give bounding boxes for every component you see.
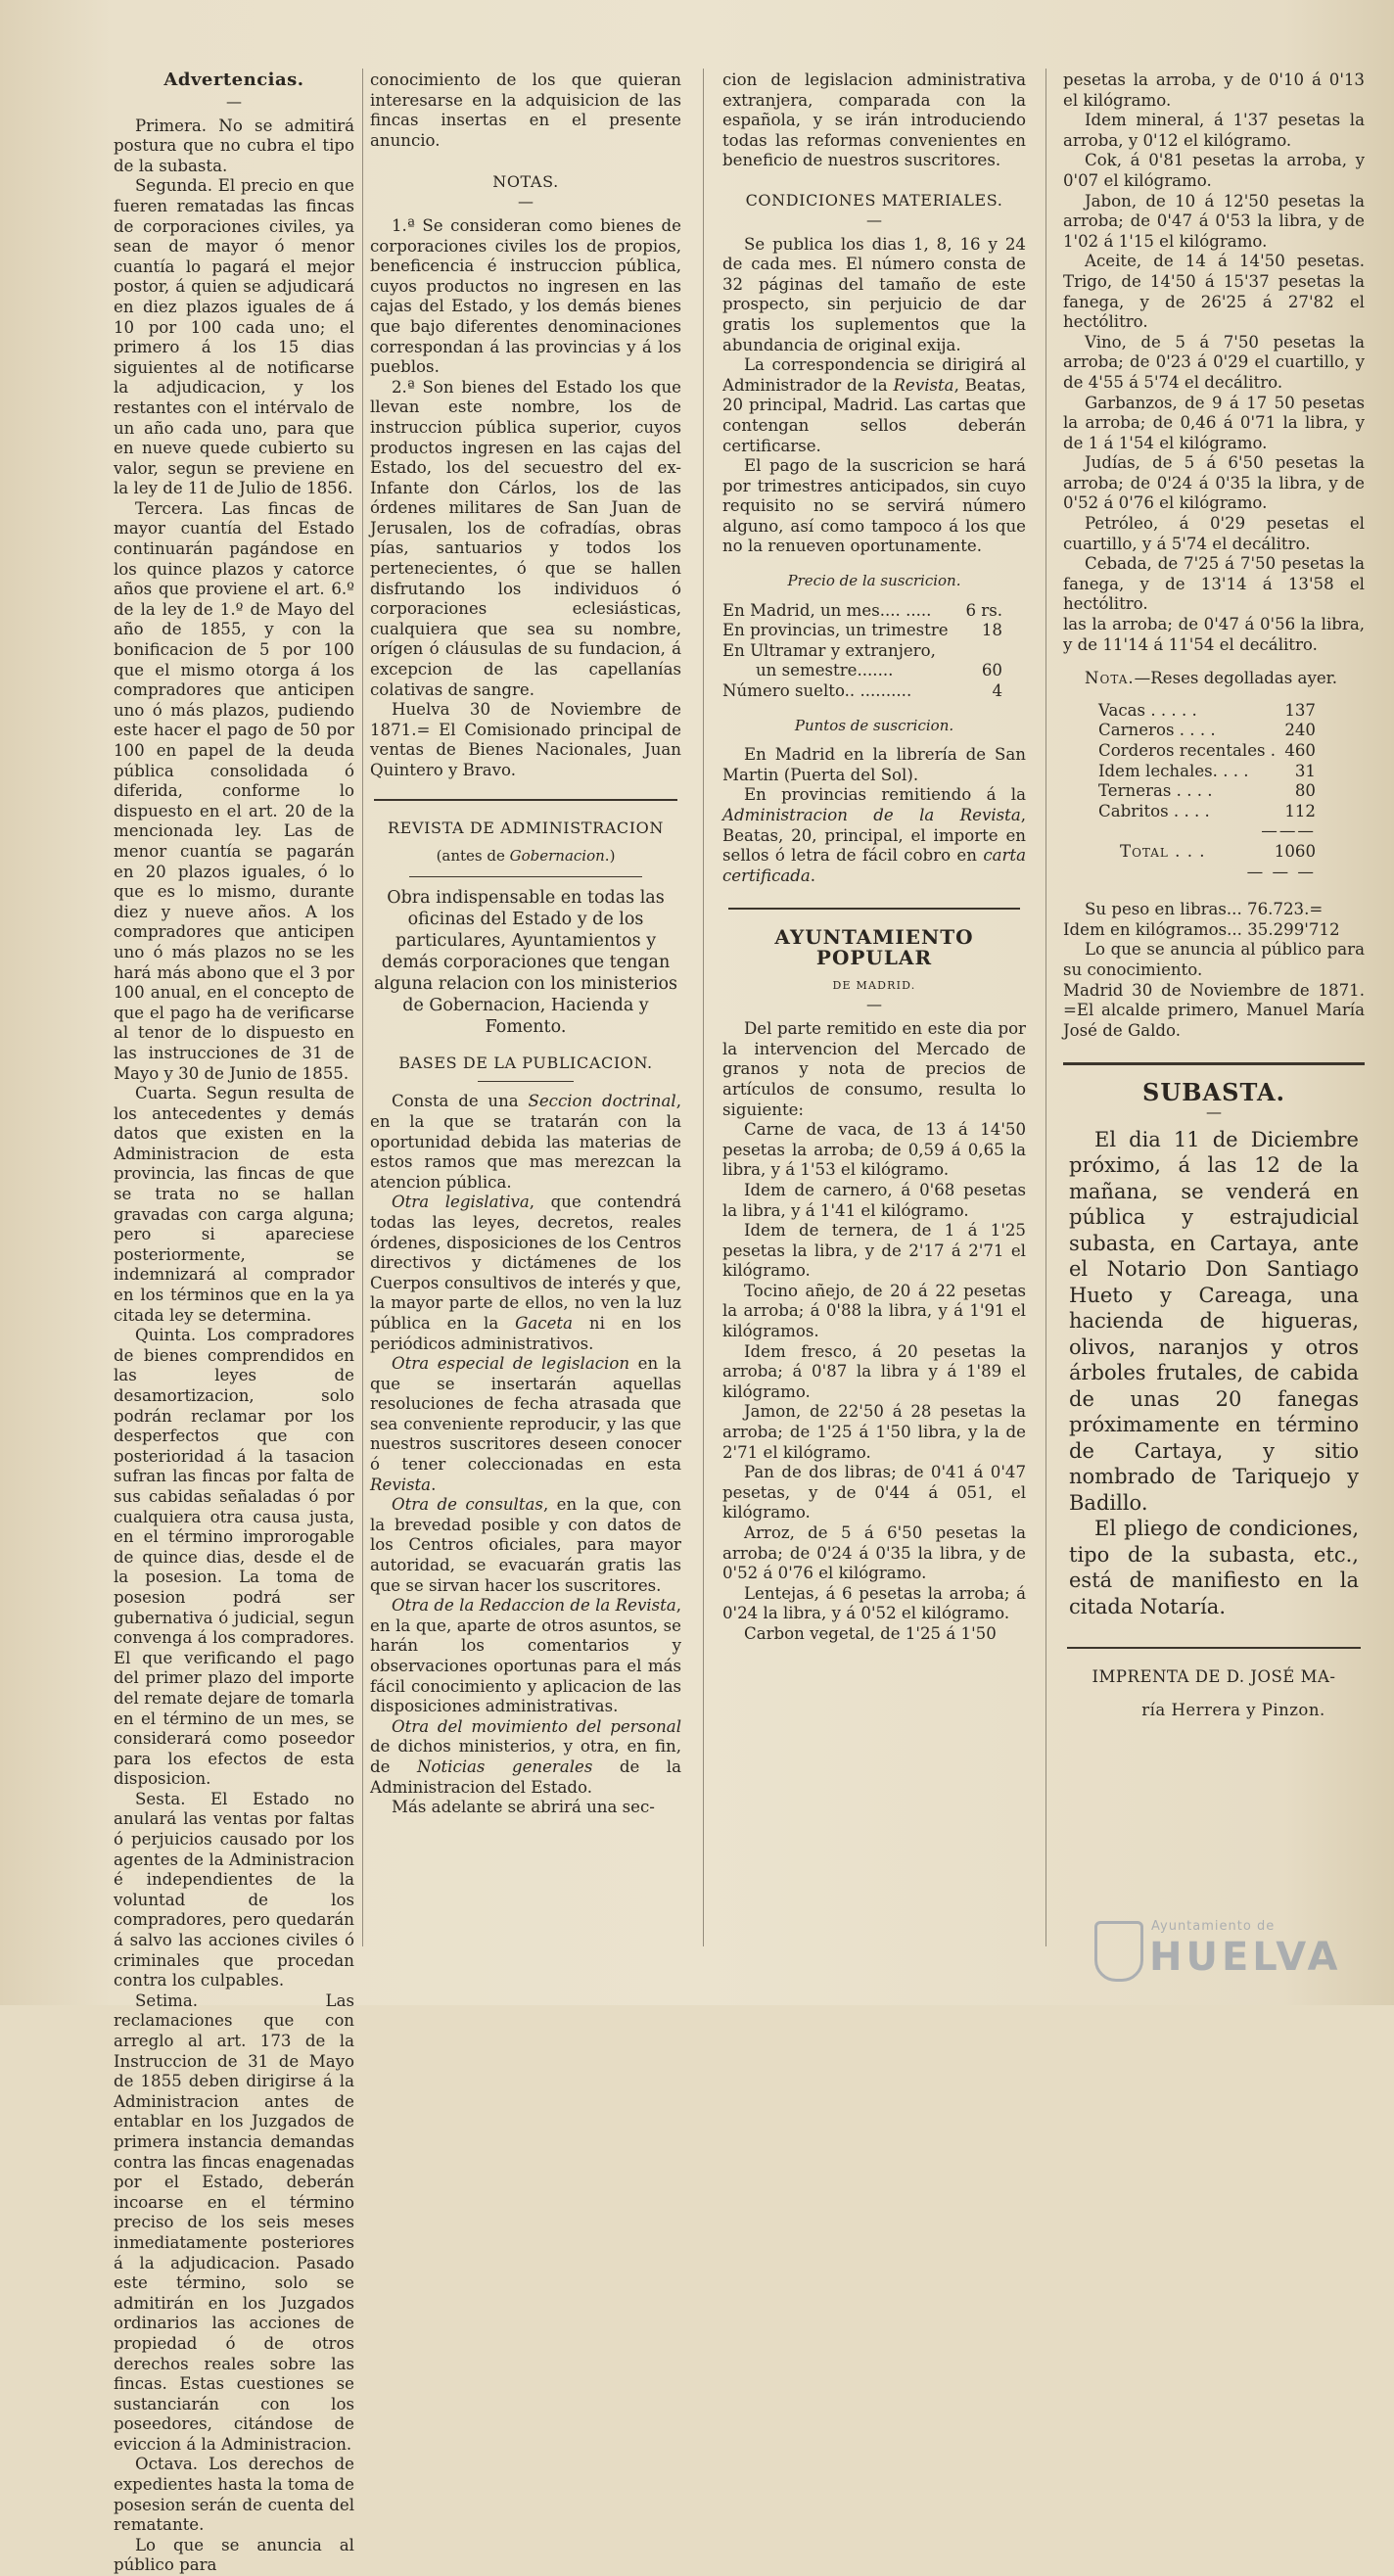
price-item: Cok, á 0'81 pesetas la arroba, y 0'07 el kilógramo. bbox=[1063, 151, 1365, 190]
reses-label: Idem lechales. . . . bbox=[1098, 761, 1249, 780]
paragraph: Del parte remitido en este dia por la intervencion del Mercado de granos y nota de precios de artículos de consumo, resulta lo siguiente: bbox=[722, 1019, 1026, 1119]
price-row bbox=[722, 641, 1026, 662]
paragraph: La correspondencia se dirigirá al Administrador de la Revista, Beatas, 20 principal, Madrid. Las cartas que contengan sellos deberán certificarse. bbox=[722, 355, 1026, 455]
imprenta-footer bbox=[1063, 1661, 1365, 1727]
section-divider bbox=[728, 908, 1020, 910]
reses-row bbox=[1063, 802, 1365, 822]
price-item: pesetas la arroba, y de 0'10 á 0'13 el kilógramo. bbox=[1063, 70, 1365, 110]
column-condiciones bbox=[722, 70, 1026, 1966]
price-item: Idem de carnero, á 0'68 pesetas la libra, y á 1'41 el kilógramo. bbox=[722, 1180, 1026, 1220]
paragraph: Segunda. El precio en que fueren rematadas las fincas de corporaciones civiles, ya sean de mayor ó menor cuantía lo pagará el mejor postor, á quien se adjudicará en diez plazos iguales de á 10 por 100 cada uno; el primero á los 15 dias siguientes al de notificarse la adjudicacion, y los restantes con el intérvalo de un año cada uno, para que en nueve quede cubierto su valor, segun se previene en la ley de 11 de Julio de 1856. bbox=[114, 176, 354, 498]
reses-label: Carneros . . . . bbox=[1098, 721, 1216, 740]
paragraph: El pliego de condiciones, tipo de la subasta, etc., está de manifiesto en la citada Notaría. bbox=[1069, 1517, 1359, 1618]
reses-total-rule: ——— bbox=[1261, 821, 1316, 841]
paragraph: Consta de una Seccion doctrinal, en la que se tratarán con la oportunidad debida las materias de estos ramos que mas merezcan la atencion pública. bbox=[370, 1092, 681, 1192]
title-dash: — bbox=[866, 210, 882, 229]
title-dash: — bbox=[518, 191, 534, 211]
column-subasta bbox=[1063, 70, 1365, 1966]
price-item: Arroz, de 5 á 6'50 pesetas la arroba; de 0'24 á 0'35 la libra, y de 0'52 á 0'76 el kilógramo. bbox=[722, 1523, 1026, 1583]
reses-value: 137 bbox=[1284, 700, 1316, 720]
paragraph: Otra de consultas, en la que, con la brevedad posible y con datos de los Centros oficiales, para mayor autoridad, se evacuarán gratis las que se sirvan hacer los suscritores. bbox=[370, 1495, 681, 1595]
paragraph: Otra de la Redaccion de la Revista, en la que, aparte de otros asuntos, se harán los comentarios y observaciones oportunas para el más fácil conocimiento y aplicacion de las disposiciones administrativas. bbox=[370, 1596, 681, 1716]
paragraph: El pago de la suscricion se hará por trimestres anticipados, sin cuyo requisito no se servirá número alguno, así como tampoco á los que no la renueven oportunamente. bbox=[722, 456, 1026, 556]
archive-watermark bbox=[1094, 1915, 1342, 1984]
paragraph: Idem en kilógramos... 35.299'712 bbox=[1063, 919, 1340, 939]
paragraph: Otra del movimiento del personal de dichos ministerios, y otra, en fin, de Noticias generales de la Administracion del Estado. bbox=[370, 1716, 682, 1797]
price-item: Garbanzos, de 9 á 17 50 pesetas la arroba; de 0,46 á 0'71 la libra, y de 1 á 1'54 el kilógramo. bbox=[1063, 393, 1365, 452]
reses-row bbox=[1063, 701, 1365, 722]
paragraph: Otra legislativa, que contendrá todas las leyes, decretos, reales órdenes, disposiciones de los Centros directivos y dictámenes de los Cuerpos consultivos de interés y que, la mayor parte de ellos, no ven la luz pública en la Gaceta ni en los periódicos administrativos. bbox=[370, 1193, 682, 1353]
signature: Madrid 30 de Noviembre de 1871. =El alcalde primero, Manuel María José de Galdo. bbox=[1063, 980, 1365, 1040]
title-dash: — bbox=[226, 91, 242, 111]
price-item: Pan de dos libras; de 0'41 á 0'47 pesetas, y de 0'44 á 051, el kilógramo. bbox=[722, 1463, 1026, 1522]
paragraph: Más adelante se abrirá una sec- bbox=[392, 1798, 655, 1817]
reses-label: Vacas . . . . . bbox=[1098, 700, 1197, 720]
reses-value: 240 bbox=[1284, 721, 1316, 740]
section-divider bbox=[1067, 1647, 1361, 1649]
price-item: Judías, de 5 á 6'50 pesetas la arroba; de 0'24 á 0'35 la libra, y de 0'52 á 0'76 el kilógramo. bbox=[1063, 453, 1365, 513]
paragraph: conocimiento de los que quieran interesarse en la adquisicion de las fincas insertas en el presente anuncio. bbox=[370, 70, 681, 150]
price-item: Jabon, de 10 á 12'50 pesetas la arroba; de 0'47 á 0'53 la libra, y de 1'02 á 1'15 el kilógramo. bbox=[1063, 191, 1365, 251]
price-item: Jamon, de 22'50 á 28 pesetas la arroba; de 1'25 á 1'50 libra, y la de 2'71 el kilógramo. bbox=[722, 1402, 1026, 1462]
price-row bbox=[722, 661, 1026, 681]
paragraph: Otra especial de legislacion en la que se insertarán aquellas resoluciones de fecha atrasada que sea conveniente reproducir, y las que nuestros suscritores deseen conocer ó tener coleccionadas en esta Revista. bbox=[370, 1354, 681, 1494]
title-dash: — bbox=[866, 995, 882, 1014]
reses-value: 112 bbox=[1284, 801, 1316, 820]
ayuntamiento-title: AYUNTAMIENTO POPULAR bbox=[774, 925, 974, 969]
paragraph: Primera. No se admitirá postura que no cubra el tipo de la subasta. bbox=[114, 116, 354, 175]
reses-total: Total . . . 1060 bbox=[1120, 841, 1316, 861]
price-value: 18 bbox=[981, 621, 1002, 640]
price-item: Aceite, de 14 á 14'50 pesetas. Trigo, de 14'50 á 15'37 pesetas la fanega, y de 26'25 á 27'82 el hectólitro. bbox=[1063, 252, 1365, 332]
short-divider bbox=[478, 1081, 574, 1082]
reses-value: 460 bbox=[1284, 741, 1316, 760]
price-label: Número suelto.. .......... bbox=[722, 681, 912, 701]
price-item: Carbon vegetal, de 1'25 á 1'50 bbox=[744, 1623, 997, 1643]
column-rule bbox=[703, 69, 704, 1946]
imprenta-line: ría Herrera y Pinzon. bbox=[1141, 1701, 1325, 1720]
price-label: un semestre....... bbox=[756, 661, 894, 680]
price-item: Petróleo, á 0'29 pesetas el cuartillo, y á 5'74 el decálitro. bbox=[1063, 514, 1365, 553]
subasta-title: SUBASTA. bbox=[1141, 1078, 1286, 1107]
paragraph: Octava. Los derechos de expedientes hasta la toma de posesion serán de cuenta del rematante. bbox=[114, 2455, 354, 2535]
paragraph: Quinta. Los compradores de bienes comprendidos en las leyes de desamortizacion, solo podrán reclamar por los desperfectos que con posterioridad á la tasacion sufran las fincas por falta de sus cabidas señaladas ó por cualquiera otra causa justa, en el término improrogable de quince dias, desde el de la posesion. La toma de posesion podrá ser gubernativa ó judicial, segun convenga á los compradores. El que verificando el pago del primer plazo del importe del remate dejare de tomarla en el término de un mes, se considerará como poseedor para los efectos de esta disposicion. bbox=[114, 1326, 354, 1789]
price-row bbox=[722, 681, 1026, 702]
reses-list bbox=[1063, 701, 1365, 822]
revista-description: Obra indispensable en todas las oficinas del Estado y de los particulares, Ayuntamientos y demás corporaciones que tengan alguna relacion con los ministerios de Gobernacion, Hacienda y Fomento. bbox=[373, 887, 678, 1037]
section-divider bbox=[374, 799, 677, 801]
paragraph: Su peso en libras... 76.723.= bbox=[1085, 900, 1324, 919]
title-dash: — bbox=[1206, 1101, 1222, 1121]
coat-of-arms-icon bbox=[1094, 1921, 1143, 1982]
price-item: Lentejas, á 6 pesetas la arroba; á 0'24 la libra, y á 0'52 el kilógramo. bbox=[722, 1583, 1026, 1623]
nota-item: 2.ª Son bienes del Estado los que llevan este nombre, los de instruccion pública superior, cuyos productos ingresen en las cajas del Estado, los del secuestro del ex-Infante don Cárlos, los de las órdenes militares de San Juan de Jerusalen, los de cofradías, obras pías, santuarios y todos los pertenecientes, ó que se hallen disfrutando los individuos ó corporaciones eclesiásticas, cualquiera que sea su nombre, orígen ó cláusulas de su fundacion, á excepcion de las capellanías colativas de sangre. bbox=[370, 377, 681, 699]
paragraph: En provincias remitiendo á la Administracion de la Revista, Beatas, 20, principal, el importe en sellos ó letra de fácil cobro en carta certificada. bbox=[722, 785, 1026, 885]
puntos-title: Puntos de suscricion. bbox=[794, 716, 954, 734]
imprenta-line: IMPRENTA DE D. JOSÉ MA- bbox=[1092, 1667, 1336, 1687]
watermark-top-text: Ayuntamiento de bbox=[1151, 1919, 1276, 1934]
price-value: 4 bbox=[992, 681, 1002, 701]
price-label: En Madrid, un mes.... ..... bbox=[722, 600, 932, 620]
paragraph: Setima. Las reclamaciones que con arreglo al art. 173 de la Instruccion de 31 de Mayo de 1855 deben dirigirse á la Administracion antes de entablar en los Juzgados de primera instancia demandas contra las fincas enagenadas por el Estado, deberán incoarse en el término preciso de los seis meses inmediatamente posteriores á la adjudicacion. Pasado este término, solo se admitirán en los Juzgados ordinarios las acciones de propiedad ó de otros derechos reales sobre las fincas. Estas cuestiones se sustanciarán con los poseedores, citándose de eviccion á la Administracion. bbox=[114, 1991, 354, 2454]
reses-label: Cabritos . . . . bbox=[1098, 801, 1210, 820]
paragraph: El dia 11 de Diciembre próximo, á las 12 de la mañana, se venderá en pública y estrajudicial subasta, en Cartaya, ante el Notario Don Santiago Hueto y Careaga, una hacienda de higueras, olivos, naranjos y otros árboles frutales, de cabida de unas 20 fanegas próximamente en término de Cartaya, y sitio nombrado de Tariquejo y Badillo. bbox=[1069, 1127, 1359, 1515]
price-item: Idem fresco, á 20 pesetas la arroba; á 0'87 la libra y á 1'89 el kilógramo. bbox=[722, 1341, 1026, 1401]
price-value: 6 rs. bbox=[965, 600, 1002, 620]
paragraph: Lo que se anuncia al público para su conocimiento. bbox=[1063, 940, 1365, 979]
price-label: En Ultramar y extranjero, bbox=[722, 640, 936, 660]
revista-subtitle: (antes de Gobernacion.) bbox=[436, 847, 616, 866]
paragraph: Tercera. Las fincas de mayor cuantía del Estado continuarán pagándose en los quince plazos y catorce años que proviene el art. 6.º de la ley de 1.º de Mayo del año de 1855, y con la bonificacion de 5 por 100 que el mismo otorga á los compradores que anticipen uno ó más plazos, pudiendo este hacer el pago de 50 por 100 en papel de la deuda pública consolidada ó diferida, conforme lo dispuesto en el art. 20 de la mencionada ley. Las de menor cuantía se pagarán en 20 plazos iguales, ó lo que es lo mismo, durante diez y nueve años. A los compradores que anticipen uno ó más plazos no se les hará más abono que el 3 por 100 anual, en el concepto de que el pago ha de verificarse al tenor de lo dispuesto en las instrucciones de 31 de Mayo y 30 de Junio de 1855. bbox=[114, 498, 354, 1083]
short-divider bbox=[409, 876, 642, 877]
price-value bbox=[1002, 641, 1026, 662]
price-item: Cebada, de 7'25 á 7'50 pesetas la fanega, y de 13'14 á 13'58 el hectólitro. bbox=[1063, 554, 1365, 614]
column-rule bbox=[362, 69, 363, 1946]
notas-title: NOTAS. bbox=[492, 172, 559, 192]
watermark-main-text: HUELVA bbox=[1149, 1935, 1342, 1980]
paragraph: Lo que se anuncia al público para bbox=[114, 2535, 354, 2575]
subasta-notice bbox=[1063, 1127, 1365, 1620]
paragraph: Sesta. El Estado no anulará las ventas por faltas ó perjuicios causado por los agentes de la Administracion é independientes de la voluntad de los compradores, pero quedarán á salvo las acciones civiles ó criminales que procedan contra los culpables. bbox=[114, 1789, 354, 1991]
reses-row bbox=[1063, 762, 1365, 782]
reses-row bbox=[1063, 781, 1365, 802]
signature: Huelva 30 de Noviembre de 1871.= El Comisionado principal de ventas de Bienes Nacionales, Juan Quintero y Bravo. bbox=[370, 700, 681, 779]
reses-row bbox=[1063, 721, 1365, 741]
advertencias-title: Advertencias. bbox=[163, 70, 304, 90]
price-value: 60 bbox=[981, 661, 1002, 680]
paragraph: Cuarta. Segun resulta de los antecedentes y demás datos que existen en la Administracion de esta provincia, las fincas de que se trata no se hallan gravadas con carga alguna; pero si apareciese posteriormente, se indemnizará al comprador en los términos que en la ya citada ley se determina. bbox=[114, 1084, 354, 1325]
price-row bbox=[722, 621, 1026, 641]
price-item: Idem mineral, á 1'37 pesetas la arroba, y 0'12 el kilógramo. bbox=[1063, 111, 1365, 150]
column-revista bbox=[370, 70, 681, 1966]
price-item: Tocino añejo, de 20 á 22 pesetas la arroba; á 0'88 la libra, y á 1'91 el kilógramos. bbox=[722, 1281, 1026, 1341]
price-list bbox=[722, 601, 1026, 702]
section-divider bbox=[1063, 1062, 1365, 1065]
nota-item: 1.ª Se consideran como bienes de corporaciones civiles los de propios, beneficencia é instruccion pública, cuyos productos no ingresen en las cajas del Estado, y los demás bienes que bajo diferentes denominaciones correspondan á las provincias y á los pueblos. bbox=[370, 215, 681, 377]
price-item: Vino, de 5 á 7'50 pesetas la arroba; de 0'23 á 0'29 el cuartillo, y de 4'55 á 5'74 el decálitro. bbox=[1063, 332, 1365, 392]
bases-title: BASES DE LA PUBLICACION. bbox=[398, 1053, 653, 1072]
reses-value: 80 bbox=[1294, 781, 1316, 801]
reses-total-rule: — — — bbox=[1246, 862, 1316, 881]
paragraph: cion de legislacion administrativa extranjera, comparada con la española, y se irán introduciendo todas las reformas convenientes en beneficio de nuestros suscritores. bbox=[722, 70, 1026, 170]
price-item: Idem de ternera, de 1 á 1'25 pesetas la libra, y de 2'17 á 2'71 el kilógramo. bbox=[722, 1221, 1026, 1281]
paragraph: En Madrid en la librería de San Martin (Puerta del Sol). bbox=[722, 745, 1026, 784]
ayuntamiento-subtitle: DE MADRID. bbox=[832, 978, 916, 992]
reses-row bbox=[1063, 741, 1365, 762]
condiciones-title: CONDICIONES MATERIALES. bbox=[745, 190, 1003, 210]
nota-reses: Nota.—Reses degolladas ayer. bbox=[1085, 669, 1338, 688]
precio-title: Precio de la suscricion. bbox=[787, 572, 961, 590]
reses-value: 31 bbox=[1294, 761, 1316, 780]
reses-label: Terneras . . . . bbox=[1098, 781, 1213, 801]
paragraph: Se publica los dias 1, 8, 16 y 24 de cada mes. El número consta de 32 páginas del tamaño de este prospecto, sin perjuicio de dar gratis los suplementos que la abundancia de original exija. bbox=[722, 234, 1026, 354]
revista-title: REVISTA DE ADMINISTRACION bbox=[388, 818, 664, 837]
price-label: En provincias, un trimestre bbox=[722, 621, 949, 640]
column-advertencias bbox=[114, 70, 354, 2575]
price-item: las la arroba; de 0'47 á 0'56 la libra, y de 11'14 á 11'54 el decálitro. bbox=[1063, 615, 1365, 654]
price-item: Carne de vaca, de 13 á 14'50 pesetas la arroba; de 0,59 á 0,65 la libra, y á 1'53 el kilógramo. bbox=[722, 1120, 1026, 1180]
reses-label: Corderos recentales . bbox=[1098, 741, 1277, 760]
price-row bbox=[722, 601, 1026, 622]
